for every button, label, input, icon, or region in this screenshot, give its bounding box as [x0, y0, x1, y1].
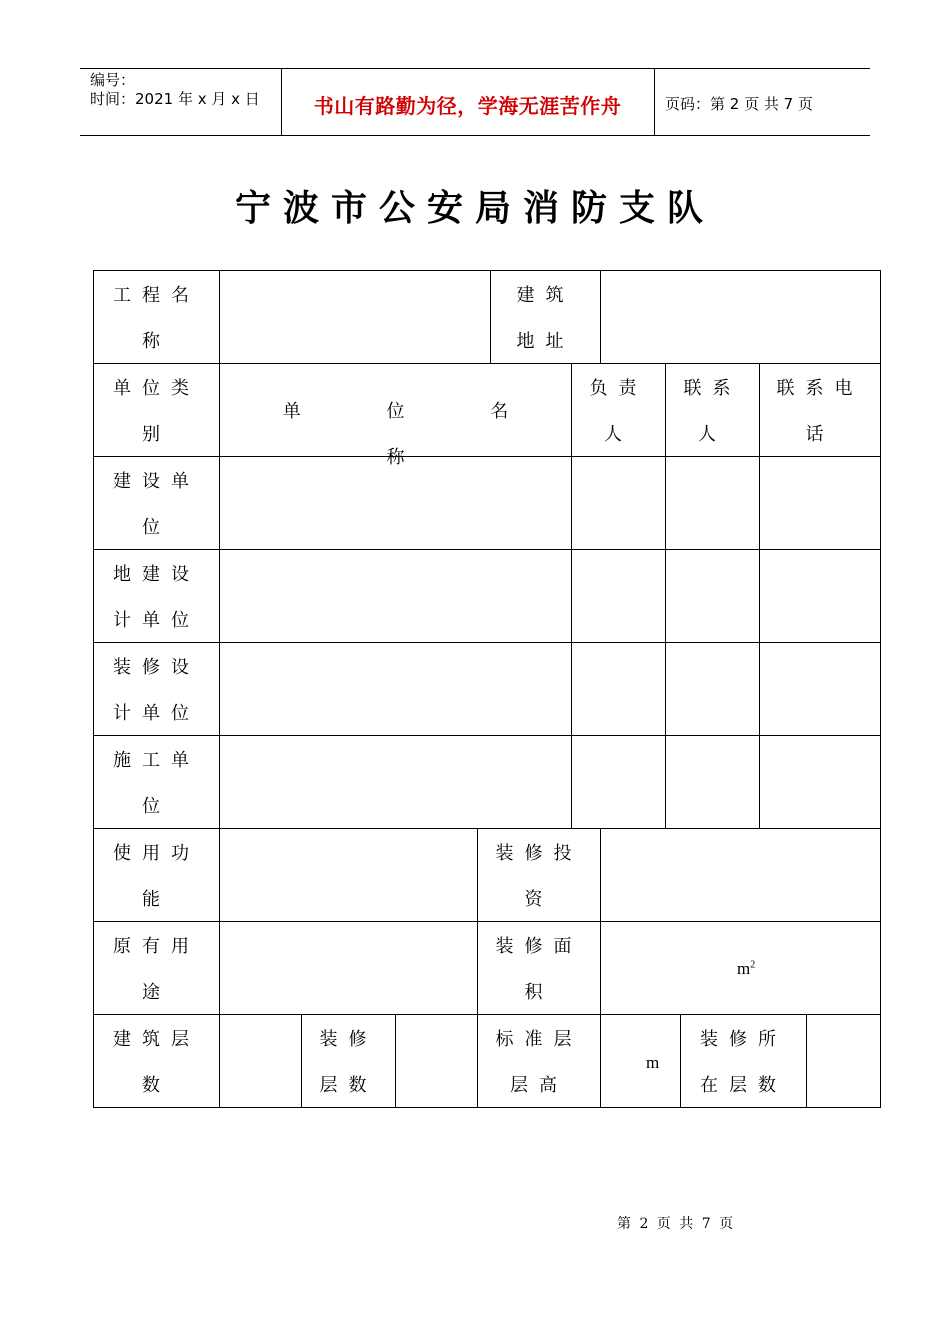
- height-unit: m: [646, 1053, 660, 1072]
- building-address-label-cell: [490, 270, 601, 364]
- standard-floor-height-label: 标准层 层高: [495, 1029, 583, 1096]
- header-bottom-rule: [80, 135, 870, 136]
- building-floors-field[interactable]: [219, 1014, 302, 1108]
- decoration-floor-location-label: 装修所 在层数: [700, 1029, 787, 1096]
- page-info: 页码：第 2 页 共 7 页: [665, 95, 813, 113]
- project-name-label-cell: [93, 270, 220, 364]
- unit-type-label-cell: [93, 363, 220, 457]
- contact-header-cell: [665, 363, 760, 457]
- person-in-charge-header: 负责 人: [589, 378, 648, 445]
- use-function-label-cell: [93, 828, 220, 922]
- design-unit-phone-field[interactable]: [759, 549, 881, 643]
- building-unit-person-field[interactable]: [571, 735, 666, 829]
- original-use-label-cell: [93, 921, 220, 1015]
- document-title: 宁波市公安局消防支队: [234, 187, 715, 229]
- date-label: 时间：2021 年 x 月 x 日: [90, 90, 260, 108]
- building-unit-name-field[interactable]: [219, 735, 572, 829]
- building-floors-label: 建筑层 数: [113, 1029, 200, 1096]
- header-divider: [654, 68, 655, 136]
- unit-name-header-cell: [219, 363, 572, 468]
- use-function-field[interactable]: [219, 828, 478, 922]
- construction-unit-contact-field[interactable]: [665, 456, 760, 550]
- header-meta: [90, 71, 260, 109]
- design-unit-contact-field[interactable]: [665, 549, 760, 643]
- project-name-label: 工程名 称: [113, 285, 200, 352]
- building-unit-contact-field[interactable]: [665, 735, 760, 829]
- construction-unit-name-field[interactable]: [219, 456, 572, 550]
- design-unit-person-field[interactable]: [571, 549, 666, 643]
- unit-type-label: 单位类 别: [113, 378, 200, 445]
- original-use-label: 原有用 途: [113, 936, 200, 1003]
- decoration-floor-location-label-cell: [680, 1014, 807, 1108]
- decoration-design-unit-contact-field[interactable]: [665, 642, 760, 736]
- person-in-charge-header-cell: [571, 363, 666, 457]
- motto: 书山有路勤为径，学海无涯苦作舟: [313, 94, 622, 118]
- building-unit-label: 施工单 位: [113, 750, 200, 817]
- project-name-field[interactable]: [219, 270, 491, 364]
- decoration-design-unit-person-field[interactable]: [571, 642, 666, 736]
- decoration-floors-field[interactable]: [395, 1014, 478, 1108]
- design-unit-label-cell: [93, 549, 220, 643]
- decoration-design-unit-label-cell: [93, 642, 220, 736]
- contact-phone-header: 联系电 话: [776, 378, 864, 445]
- unit-name-header: 单 位 名 称: [282, 401, 549, 468]
- page-footer: 第 2 页 共 7 页: [617, 1216, 736, 1232]
- decoration-area-label: 装修面 积: [495, 936, 583, 1003]
- original-use-field[interactable]: [219, 921, 478, 1015]
- page-header: [80, 68, 870, 136]
- design-unit-name-field[interactable]: [219, 549, 572, 643]
- decoration-investment-field[interactable]: [600, 828, 881, 922]
- building-address-label: 建筑 地址: [516, 285, 575, 352]
- decoration-investment-label: 装修投 资: [495, 843, 583, 910]
- decoration-area-label-cell: [477, 921, 601, 1015]
- construction-unit-label-cell: [93, 456, 220, 550]
- decoration-area-field[interactable]: [600, 921, 881, 1015]
- decoration-design-unit-label: 装修设 计单位: [113, 657, 200, 724]
- number-label: 编号：: [90, 71, 136, 89]
- header-top-rule: [80, 68, 870, 69]
- decoration-investment-label-cell: [477, 828, 601, 922]
- standard-floor-height-label-cell: [477, 1014, 601, 1108]
- building-floors-label-cell: [93, 1014, 220, 1108]
- construction-unit-label: 建设单 位: [113, 471, 200, 538]
- construction-unit-person-field[interactable]: [571, 456, 666, 550]
- use-function-label: 使用功 能: [113, 843, 200, 910]
- building-address-field[interactable]: [600, 270, 881, 364]
- decoration-design-unit-phone-field[interactable]: [759, 642, 881, 736]
- decoration-design-unit-name-field[interactable]: [219, 642, 572, 736]
- decoration-floors-label: 装修 层数: [319, 1029, 378, 1096]
- contact-header: 联系 人: [683, 378, 742, 445]
- decoration-floors-label-cell: [301, 1014, 396, 1108]
- decoration-floor-location-field[interactable]: [806, 1014, 881, 1108]
- building-unit-label-cell: [93, 735, 220, 829]
- design-unit-label: 地建设 计单位: [113, 564, 200, 631]
- construction-unit-phone-field[interactable]: [759, 456, 881, 550]
- area-unit: $m^2$: [737, 959, 756, 978]
- contact-phone-header-cell: [759, 363, 881, 457]
- standard-floor-height-field[interactable]: [600, 1014, 681, 1108]
- building-unit-phone-field[interactable]: [759, 735, 881, 829]
